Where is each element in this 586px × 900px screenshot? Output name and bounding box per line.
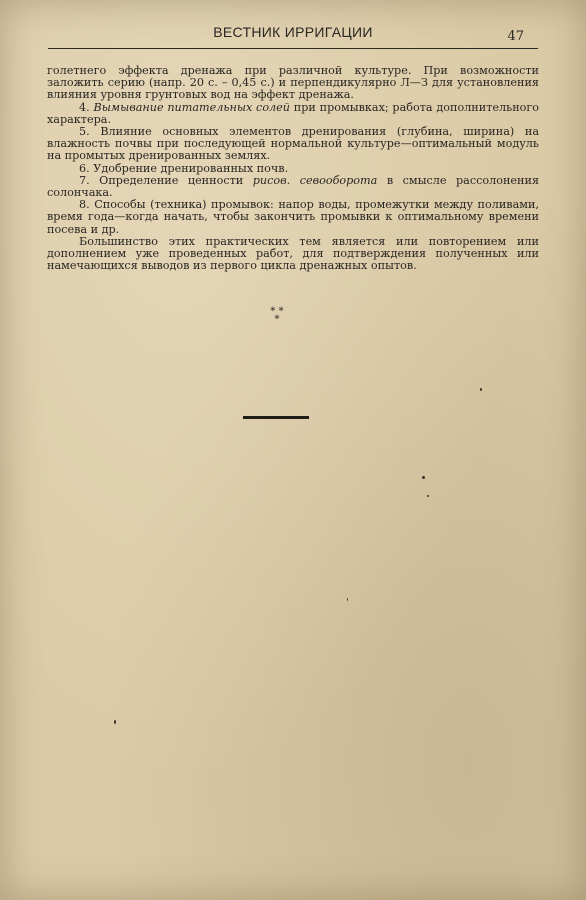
paper-speck <box>427 495 429 497</box>
end-of-article-rule <box>243 416 309 419</box>
section-asterism <box>262 308 292 324</box>
header-rule <box>48 48 538 49</box>
page-number: 47 <box>507 29 524 44</box>
paragraph-text: 4. <box>79 100 94 114</box>
asterism-top: * * <box>270 306 284 317</box>
paragraph-text: 7. Определение ценности <box>79 173 253 187</box>
paragraph-text: 8. Способы (техника) промывок: напор воды, промежутки между поливами, время года—когда начать, чтобы закончить промывки к оптимальному времени посева и др. <box>47 198 539 236</box>
journal-title: ВЕСТНИК ИРРИГАЦИИ <box>213 24 373 40</box>
paragraph <box>47 199 539 236</box>
paper-speck <box>114 720 116 724</box>
paragraph-text: Большинство этих практических тем является или повторением или дополнением уже проведенных работ, для подтверждения полученных или намечающихся выводов из первого цикла дренажных опытов. <box>47 234 539 273</box>
paragraph <box>47 175 539 199</box>
paragraph <box>47 65 539 102</box>
paragraph <box>47 126 539 163</box>
asterism-bottom: * <box>274 314 280 325</box>
paragraph-text: 6. Удобрение дренированных почв. <box>79 161 289 175</box>
paragraph-text: в смысле рассолонения солончака. <box>47 173 540 200</box>
running-header <box>48 22 538 48</box>
paper-speck <box>480 388 482 391</box>
paragraph <box>47 102 539 126</box>
paragraph-text: при промывках; работа дополнительного характера. <box>47 100 540 126</box>
paper-speck <box>422 476 425 479</box>
paragraph <box>47 236 539 273</box>
italic-term: рисов. севооборота <box>252 173 378 187</box>
italic-term: Вымывание питательных солей <box>93 100 291 114</box>
paragraph-text: 5. Влияние основных элементов дренирования (глубина, ширина) на влажность почвы при последующей нормальной культуре—оптимальный модуль на промытых дренированных землях. <box>47 125 539 163</box>
article-body <box>47 65 539 272</box>
paper-speck <box>347 598 348 601</box>
paragraph-text: голетнего эффекта дренажа при различной культуре. При возможности заложить серию (напр. 20 с. – 0,45 с.) и перпендикулярно Л—З для установления влияния уровня грунтовых вод на эффект дренажа. <box>47 64 539 102</box>
